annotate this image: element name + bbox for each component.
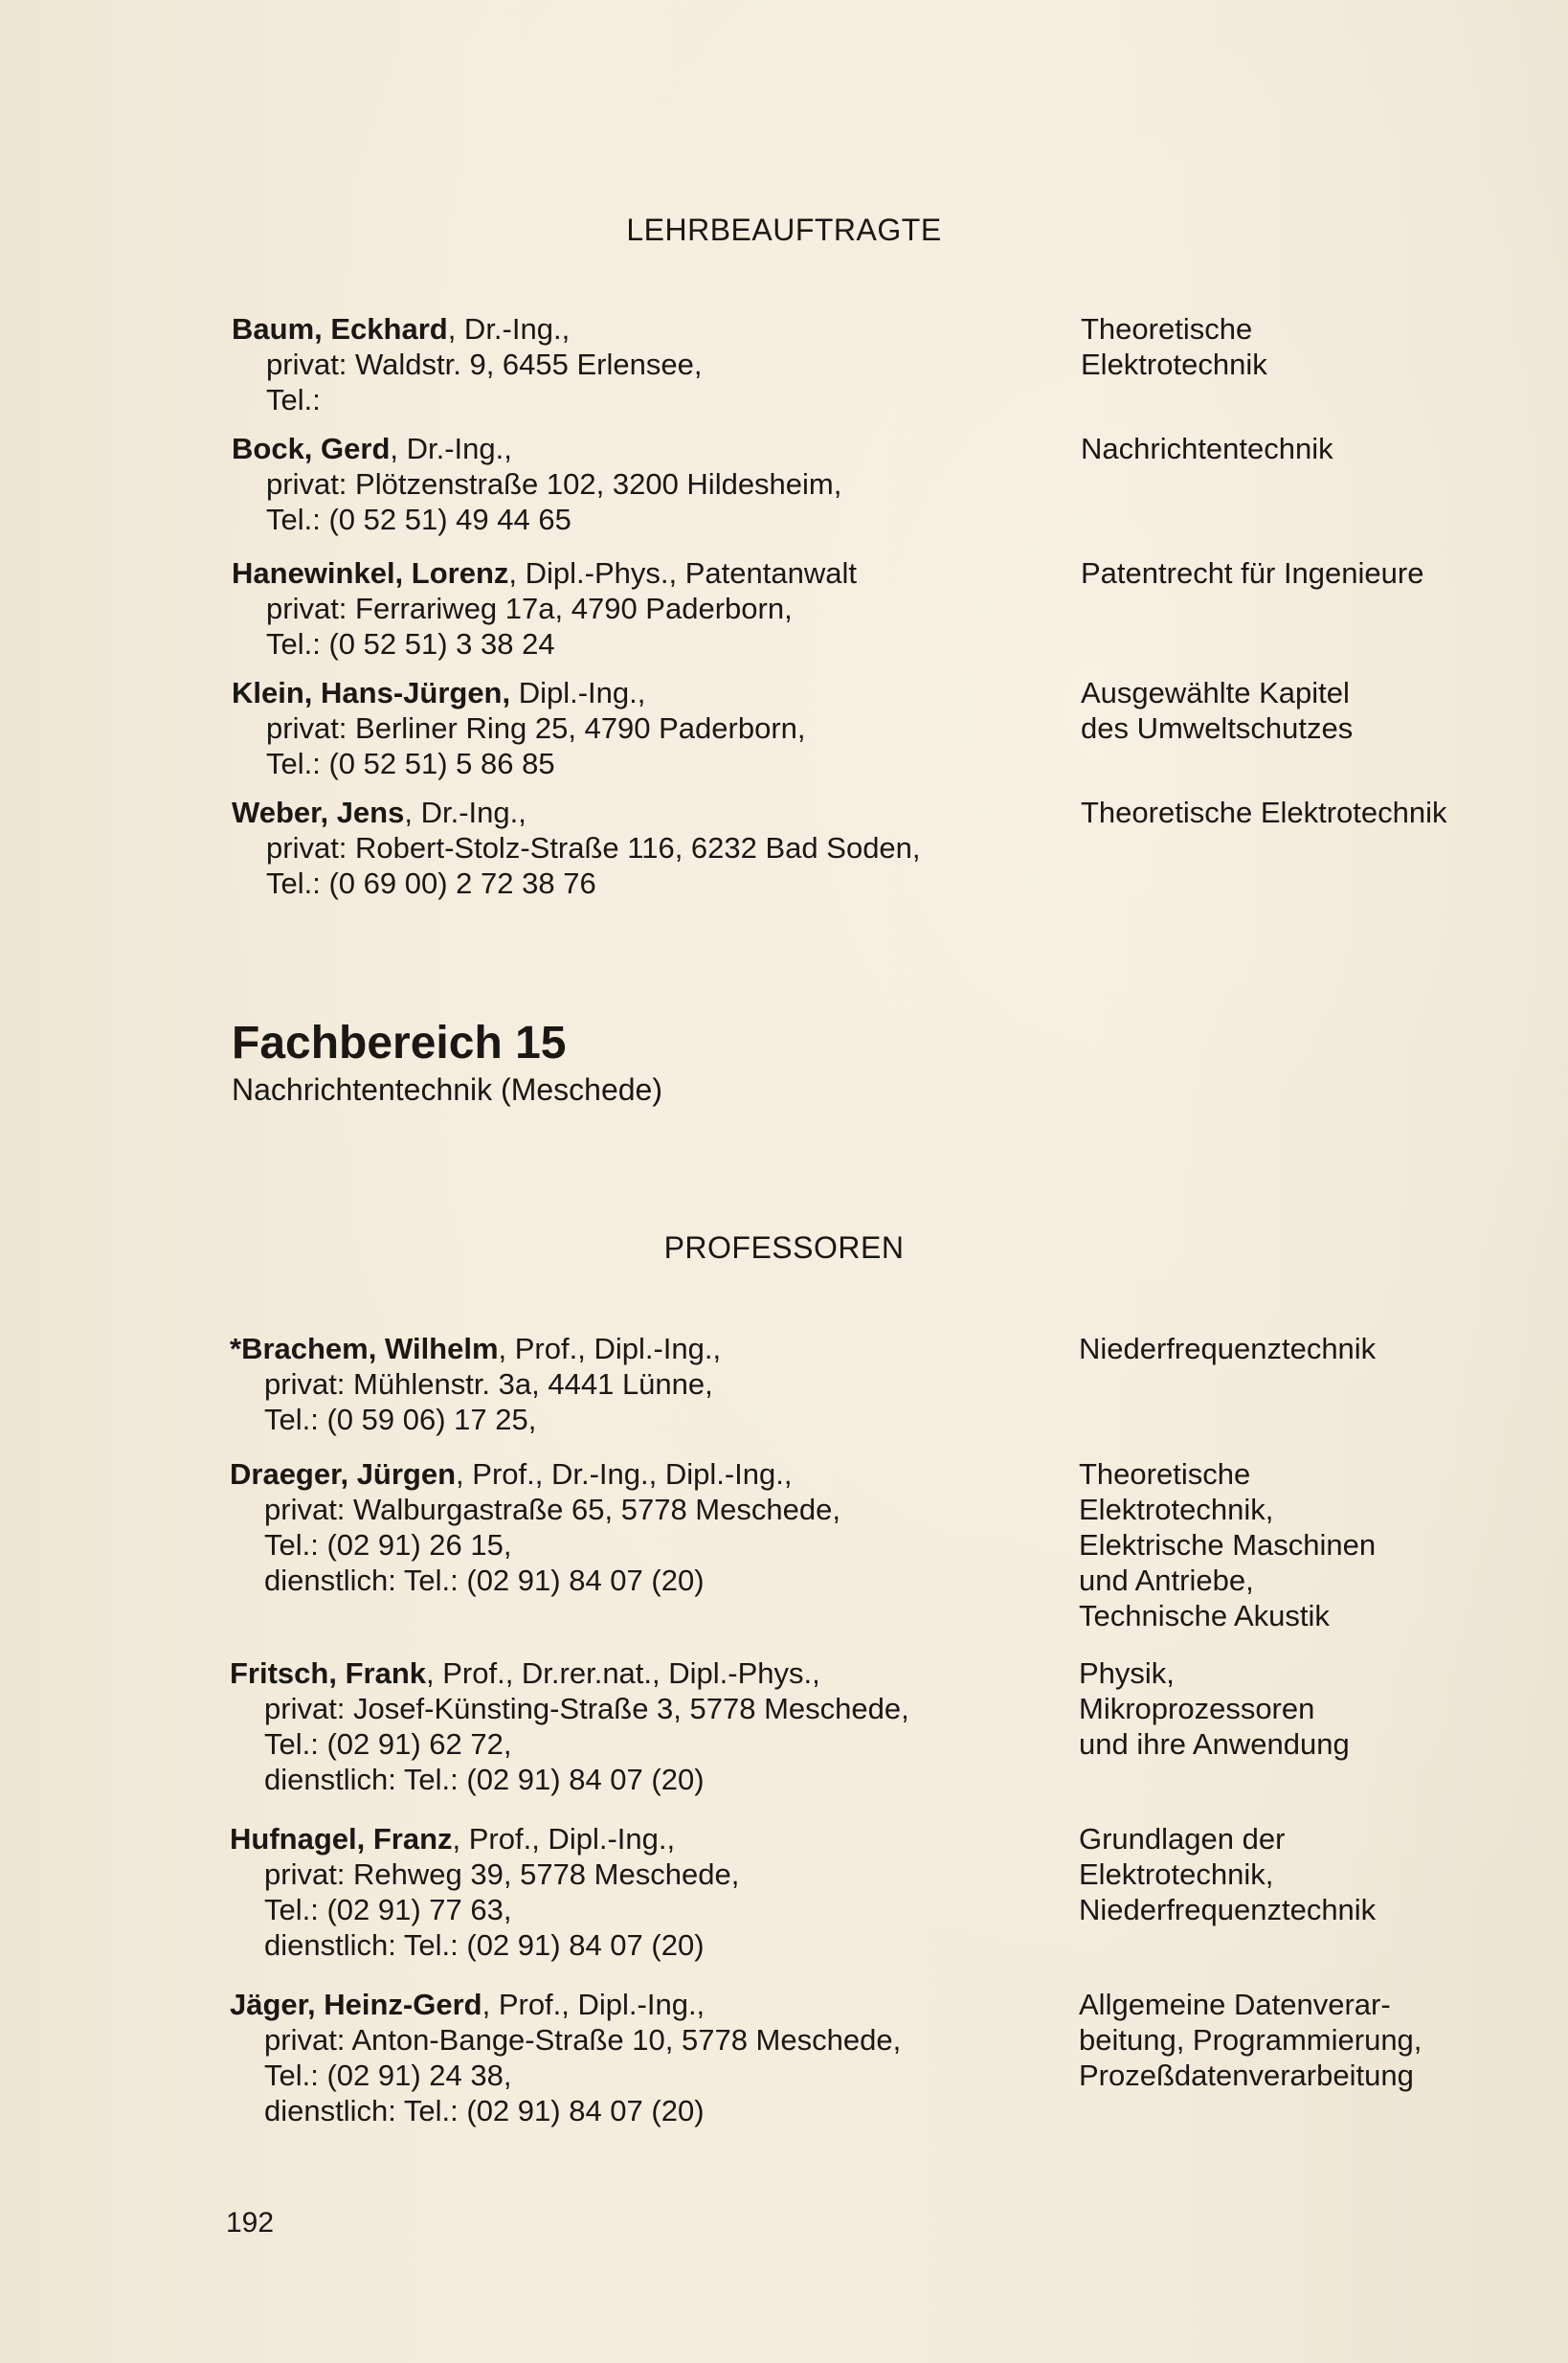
lecturer-address: privat: Robert-Stolz-Straße 116, 6232 Bad Soden,	[266, 831, 921, 865]
subject-line: Elektrotechnik,	[1079, 1493, 1274, 1526]
professor-name: Fritsch, Frank	[230, 1656, 426, 1690]
lecturer-subjects	[1081, 675, 1483, 746]
subject-line: Technische Akustik	[1079, 1599, 1330, 1632]
professor-phone: Tel.: (02 91) 62 72,	[264, 1727, 512, 1761]
lecturer-phone: Tel.: (0 52 51) 3 38 24	[266, 627, 555, 661]
lecturer-subjects	[1081, 555, 1483, 591]
professor-address: privat: Josef-Künsting-Straße 3, 5778 Meschede,	[264, 1692, 909, 1725]
subject-line: und ihre Anwendung	[1079, 1727, 1350, 1761]
professor-office-phone: dienstlich: Tel.: (02 91) 84 07 (20)	[264, 1928, 705, 1962]
subject-line: Elektrotechnik	[1081, 348, 1267, 381]
professoren-heading: PROFESSOREN	[663, 1230, 905, 1265]
lecturer-address: privat: Berliner Ring 25, 4790 Paderborn,	[266, 711, 806, 745]
lecturer-phone: Tel.: (0 52 51) 5 86 85	[266, 747, 555, 780]
professor-phone: Tel.: (02 91) 77 63,	[264, 1893, 512, 1926]
lecturer-name: Baum, Eckhard	[232, 312, 448, 346]
lecturer-address: privat: Waldstr. 9, 6455 Erlensee,	[266, 348, 703, 381]
subject-line: Theoretische	[1081, 312, 1253, 346]
subject-line: Elektrotechnik,	[1079, 1857, 1274, 1891]
subject-line: Patentrecht für Ingenieure	[1081, 556, 1424, 590]
professor-subjects	[1079, 1987, 1481, 2093]
lecturer-name: Klein, Hans-Jürgen,	[232, 676, 511, 709]
professor-title: , Prof., Dipl.-Ing.,	[452, 1822, 676, 1856]
lehrbeauftragte-heading: LEHRBEAUFTRAGTE	[626, 213, 942, 247]
lecturer-phone: Tel.: (0 52 51) 49 44 65	[266, 503, 571, 536]
lecturer-name: Bock, Gerd	[232, 432, 391, 465]
professor-address: privat: Mühlenstr. 3a, 4441 Lünne,	[264, 1367, 713, 1401]
professor-phone: Tel.: (0 59 06) 17 25,	[264, 1403, 537, 1436]
subject-line: Theoretische Elektrotechnik	[1081, 796, 1447, 829]
professor-office-phone: dienstlich: Tel.: (02 91) 84 07 (20)	[264, 1564, 705, 1597]
subject-line: Mikroprozessoren	[1079, 1692, 1315, 1725]
department-subtitle: Nachrichtentechnik (Meschede)	[232, 1072, 662, 1107]
subject-line: Grundlagen der	[1079, 1822, 1286, 1856]
lecturer-title: , Dr.-Ing.,	[404, 796, 526, 829]
lecturer-title: , Dipl.-Phys., Patentanwalt	[508, 556, 857, 590]
lecturer-address: privat: Plötzenstraße 102, 3200 Hildesheim,	[266, 467, 842, 501]
professor-subjects	[1079, 1821, 1481, 1927]
lecturer-phone: Tel.: (0 69 00) 2 72 38 76	[266, 866, 596, 900]
professor-title: , Prof., Dr.-Ing., Dipl.-Ing.,	[456, 1457, 793, 1491]
lecturer-name: Weber, Jens	[232, 796, 405, 829]
subject-line: Physik,	[1079, 1656, 1175, 1690]
subject-line: Niederfrequenztechnik	[1079, 1893, 1377, 1926]
professor-name: Jäger, Heinz-Gerd	[230, 1988, 482, 2021]
lecturer-title: Dipl.-Ing.,	[510, 676, 646, 709]
subject-line: Nachrichtentechnik	[1081, 432, 1333, 465]
professor-phone: Tel.: (02 91) 26 15,	[264, 1528, 512, 1562]
lecturer-subjects	[1081, 795, 1483, 830]
subject-line: Theoretische	[1079, 1457, 1251, 1491]
subject-line: des Umweltschutzes	[1081, 711, 1354, 745]
professor-subjects	[1079, 1655, 1481, 1762]
lecturer-address: privat: Ferrariweg 17a, 4790 Paderborn,	[266, 592, 793, 625]
professor-subjects	[1079, 1456, 1481, 1633]
professor-office-phone: dienstlich: Tel.: (02 91) 84 07 (20)	[264, 2094, 705, 2127]
subject-line: Allgemeine Datenverar-	[1079, 1988, 1391, 2021]
subject-line: Elektrische Maschinen	[1079, 1528, 1377, 1562]
subject-line: Prozeßdatenverarbeitung	[1079, 2059, 1414, 2092]
professor-name: Hufnagel, Franz	[230, 1822, 453, 1856]
department-title: Fachbereich 15	[232, 1018, 567, 1069]
lecturer-title: , Dr.-Ing.,	[390, 432, 512, 465]
subject-line: Ausgewählte Kapitel	[1081, 676, 1350, 709]
professor-title: , Prof., Dipl.-Ing.,	[498, 1332, 722, 1365]
professor-title: , Prof., Dipl.-Ing.,	[482, 1988, 706, 2021]
professor-phone: Tel.: (02 91) 24 38,	[264, 2059, 512, 2092]
lecturer-phone: Tel.:	[266, 383, 321, 416]
lecturer-subjects	[1081, 431, 1483, 466]
subject-line: Niederfrequenztechnik	[1079, 1332, 1377, 1365]
professor-title: , Prof., Dr.rer.nat., Dipl.-Phys.,	[426, 1656, 820, 1690]
page-number: 192	[226, 2207, 275, 2239]
lecturer-title: , Dr.-Ing.,	[447, 312, 571, 346]
professor-name: Draeger, Jürgen	[230, 1457, 457, 1491]
subject-line: beitung, Programmierung,	[1079, 2023, 1422, 2057]
professor-office-phone: dienstlich: Tel.: (02 91) 84 07 (20)	[264, 1763, 705, 1796]
professor-address: privat: Anton-Bange-Straße 10, 5778 Meschede,	[264, 2023, 902, 2057]
professor-subjects	[1079, 1331, 1481, 1366]
professor-address: privat: Walburgastraße 65, 5778 Meschede,	[264, 1493, 840, 1526]
lecturer-name: Hanewinkel, Lorenz	[232, 556, 509, 590]
professor-address: privat: Rehweg 39, 5778 Meschede,	[264, 1857, 740, 1891]
professor-name: *Brachem, Wilhelm	[230, 1332, 499, 1365]
lecturer-subjects	[1081, 311, 1483, 382]
subject-line: und Antriebe,	[1079, 1564, 1254, 1597]
